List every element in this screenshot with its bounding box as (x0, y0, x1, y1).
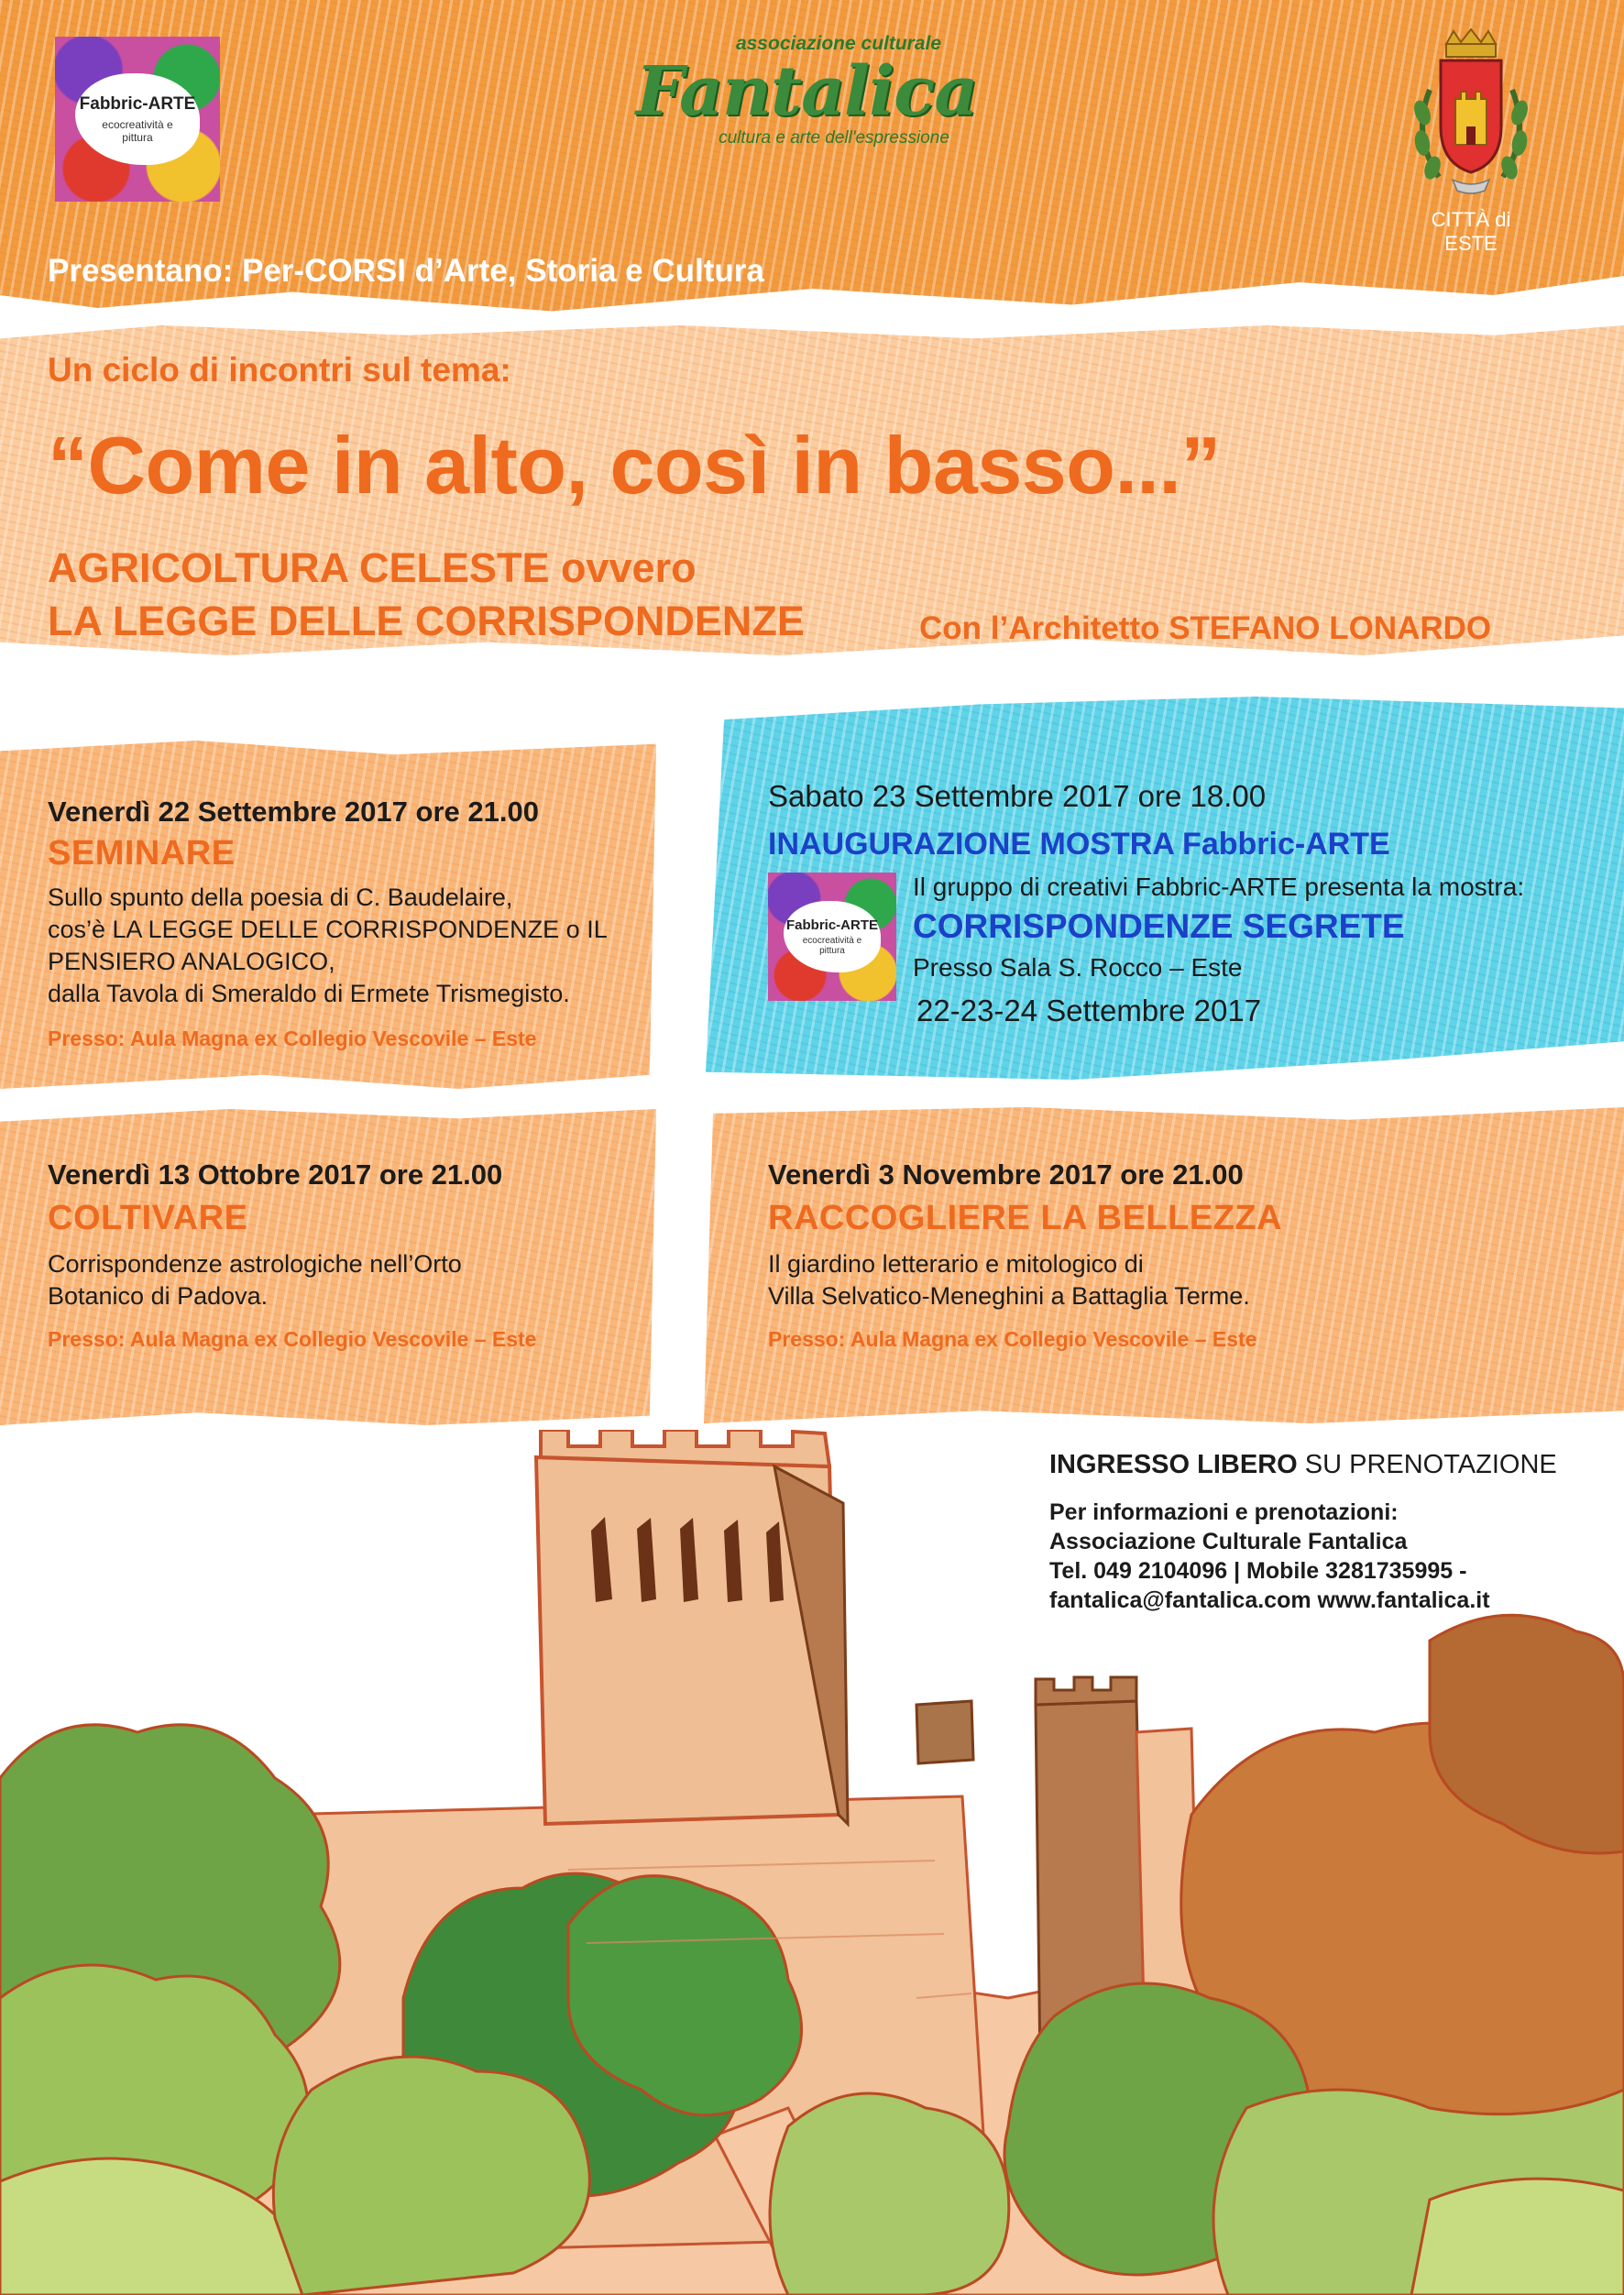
city-caption: CITTÀ di ESTE (1431, 208, 1511, 255)
raccogliere-description (768, 1248, 1250, 1312)
fabbric-logo-subtitle: ecocreatività e pittura (102, 117, 173, 144)
mostra-title: INAUGURAZIONE MOSTRA Fabbric-ARTE (768, 827, 1390, 862)
mostra-place: Presso Sala S. Rocco – Este (913, 953, 1243, 982)
mostra-logo-subtitle: ecocreatività e pittura (802, 935, 862, 956)
entry-rest: SU PRENOTAZIONE (1297, 1450, 1557, 1479)
este-coat-of-arms-icon (1402, 26, 1540, 200)
mostra-date: Sabato 23 Settembre 2017 ore 18.00 (768, 779, 1267, 813)
subtitle-line-2: LA LEGGE DELLE CORRISPONDENZE (48, 598, 805, 644)
fantalica-logo-tagline: cultura e arte dell'espressione (719, 128, 949, 148)
raccogliere-line: Il giardino letterario e mitologico di (768, 1250, 1144, 1278)
info-title: Per informazioni e prenotazioni: (1049, 1499, 1399, 1525)
seminare-line: cos’è LA LEGGE DELLE CORRISPONDENZE o IL (48, 916, 608, 943)
coltivare-line: Corrispondenze astrologiche nell’Orto (48, 1250, 462, 1278)
seminare-place: Presso: Aula Magna ex Collegio Vescovile – Este (48, 1027, 537, 1050)
mostra-exhibit: CORRISPONDENZE SEGRETE (913, 907, 1405, 945)
mostra-logo-title: Fabbric-ARTE (785, 917, 878, 933)
contact-org: Associazione Culturale Fantalica (1049, 1529, 1408, 1554)
seminare-date: Venerdì 22 Settembre 2017 ore 21.00 (48, 796, 539, 828)
contact-phones: Tel. 049 2104096 | Mobile 3281735995 - (1049, 1558, 1467, 1584)
coltivare-description (48, 1248, 462, 1312)
castle-illustration (0, 1430, 1624, 2295)
fantalica-logo (623, 33, 990, 170)
seminare-line: Sullo spunto della poesia di C. Baudelaire, (48, 884, 513, 911)
seminare-line: dalla Tavola di Smeraldo di Ermete Trismegisto. (48, 980, 570, 1007)
seminare-description (48, 882, 608, 1010)
seminare-title: SEMINARE (48, 834, 236, 873)
presenting-line: Presentano: Per-CORSI d’Arte, Storia e Cultura (48, 253, 764, 289)
raccogliere-line: Villa Selvatico-Meneghini a Battaglia Terme. (768, 1282, 1250, 1310)
fantalica-logo-name: Fantalica (635, 52, 978, 131)
city-crest (1402, 26, 1540, 255)
fantalica-logo-top: associazione culturale (735, 33, 942, 54)
seminare-line: PENSIERO ANALOGICO, (48, 948, 335, 975)
coltivare-line: Botanico di Padova. (48, 1282, 269, 1310)
subtitle-line-1: AGRICOLTURA CELESTE ovvero (48, 544, 697, 591)
mostra-dates: 22-23-24 Settembre 2017 (916, 994, 1262, 1027)
cycle-intro: Un ciclo di incontri sul tema: (48, 351, 511, 389)
coltivare-date: Venerdì 13 Ottobre 2017 ore 21.00 (48, 1158, 503, 1191)
contact-web: fantalica@fantalica.com www.fantalica.it (1049, 1587, 1490, 1613)
raccogliere-place: Presso: Aula Magna ex Collegio Vescovile – Este (768, 1327, 1257, 1351)
coltivare-title: COLTIVARE (48, 1199, 248, 1237)
raccogliere-title: RACCOGLIERE LA BELLEZZA (768, 1199, 1283, 1237)
fabbric-logo-title: Fabbric-ARTE (79, 93, 196, 114)
mostra-fabbric-logo (768, 873, 896, 1001)
entry-bold: INGRESSO LIBERO (1049, 1450, 1298, 1479)
fabbric-arte-logo (55, 37, 220, 202)
mostra-intro: Il gruppo di creativi Fabbric-ARTE presenta la mostra: (913, 873, 1525, 901)
coltivare-place: Presso: Aula Magna ex Collegio Vescovile – Este (48, 1327, 537, 1351)
raccogliere-date: Venerdì 3 Novembre 2017 ore 21.00 (768, 1158, 1244, 1191)
speaker: Con l’Architetto STEFANO LONARDO (919, 610, 1492, 646)
main-title: “Come in alto, così in basso...” (48, 420, 1221, 511)
